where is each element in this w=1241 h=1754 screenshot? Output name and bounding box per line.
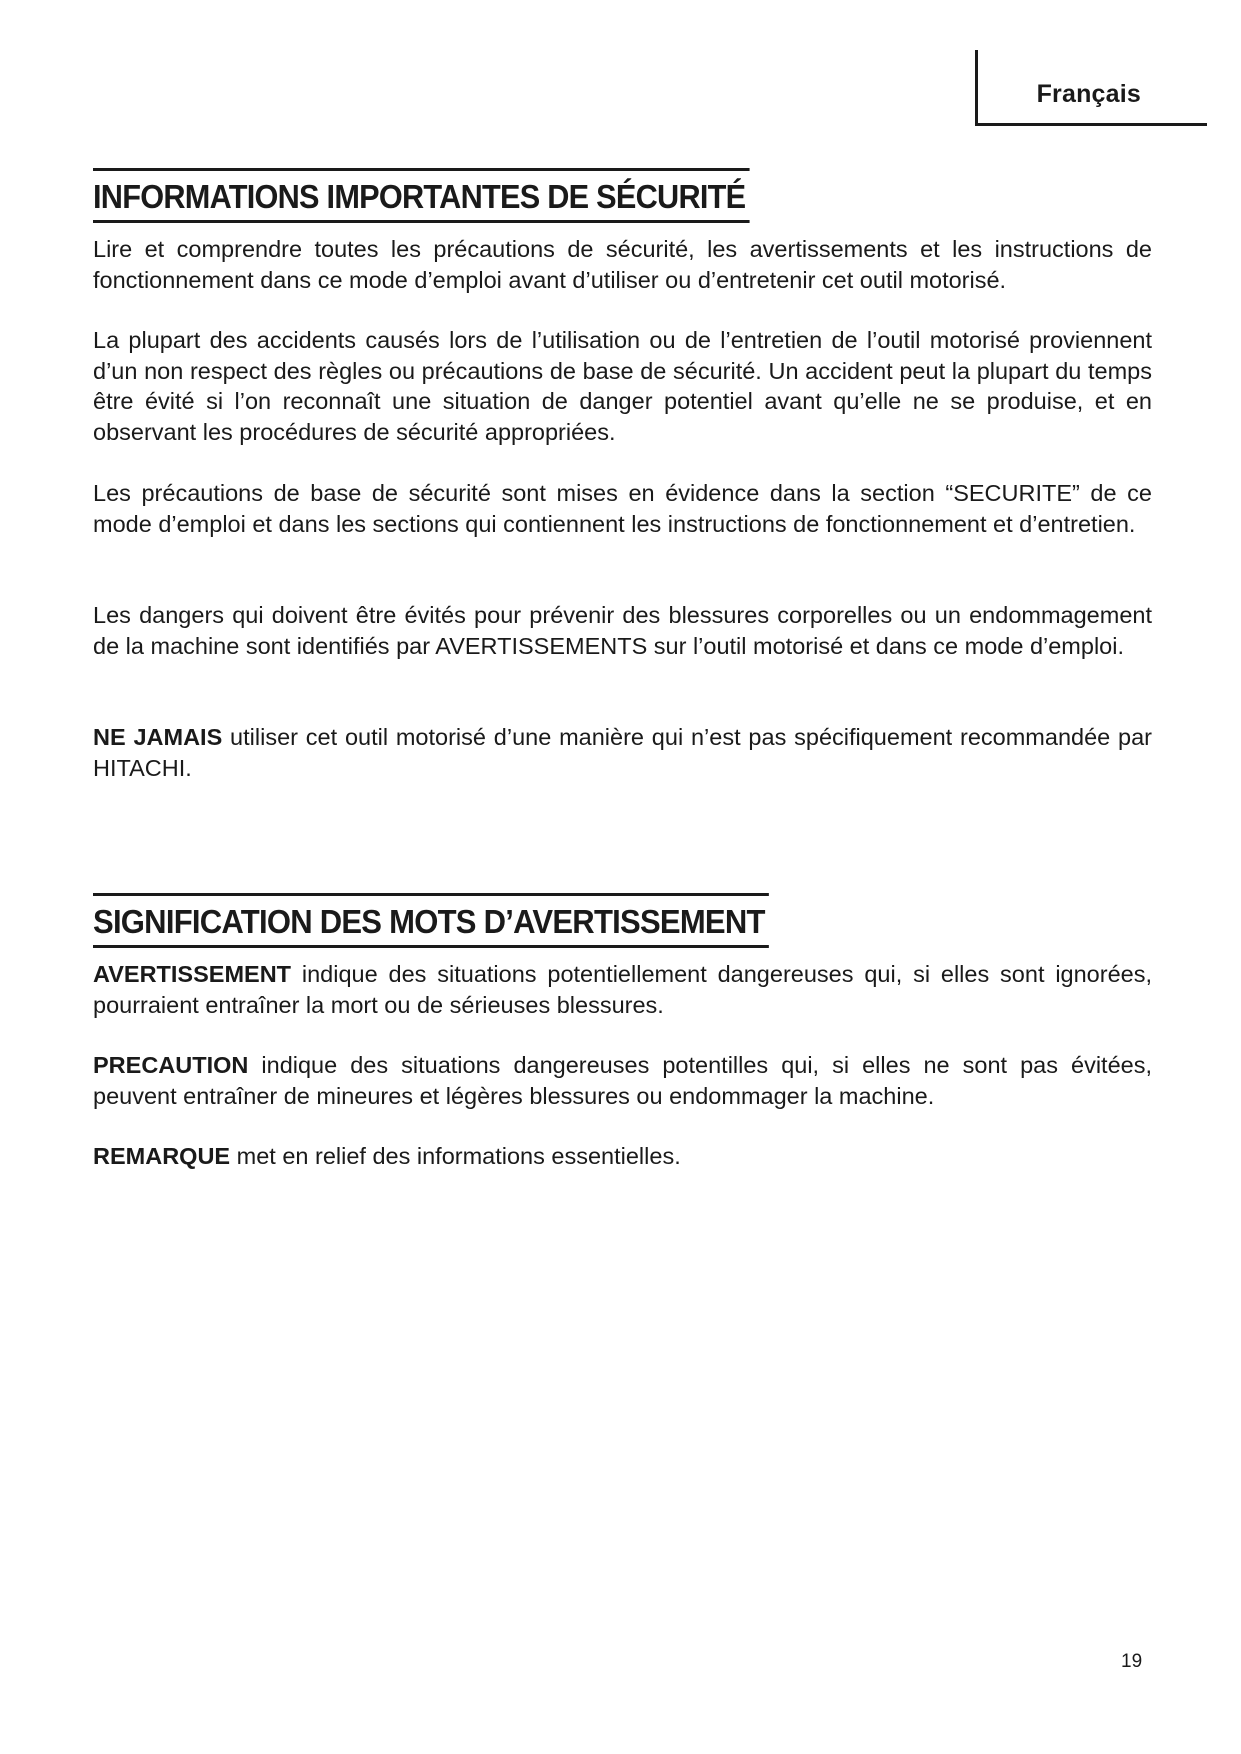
paragraph-never-use: NE JAMAIS utiliser cet outil motorisé d’une manière qui n’est pas spécifiquement recommandée par HITACHI. bbox=[93, 724, 1152, 781]
paragraph-note: REMARQUE met en relief des informations essentielles. bbox=[93, 1143, 681, 1169]
paragraph-accidents: La plupart des accidents causés lors de l’utilisation ou de l’entretien de l’outil motorisé proviennent d’un non respect des règles ou précautions de base de sécurité. Un accident peut la plupart du temps être évité si l’on reconnaît une situation de danger potentiel avant qu’elle ne se produise, et en observant les procédures de sécurité appropriées. bbox=[93, 327, 1152, 445]
language-label: Français bbox=[1036, 80, 1141, 108]
language-tab bbox=[975, 50, 1207, 126]
paragraph-lead-never: NE JAMAIS bbox=[93, 724, 223, 750]
section-title-warning-words: SIGNIFICATION DES MOTS D’AVERTISSEMENT bbox=[93, 893, 768, 948]
paragraph-read-instructions: Lire et comprendre toutes les précautions de sécurité, les avertissements et les instructions de fonctionnement dans ce mode d’emploi avant d’utiliser ou d’entretenir cet outil motorisé. bbox=[93, 236, 1152, 293]
paragraph-lead-warning: AVERTISSEMENT bbox=[93, 961, 292, 987]
page-number: 19 bbox=[1121, 1651, 1143, 1672]
paragraph-lead-note: REMARQUE bbox=[93, 1143, 231, 1169]
section-title-safety-information: INFORMATIONS IMPORTANTES DE SÉCURITÉ bbox=[93, 168, 749, 223]
paragraph-lead-caution: PRECAUTION bbox=[93, 1052, 249, 1078]
paragraph-warning: AVERTISSEMENT indique des situations potentiellement dangereuses qui, si elles sont ignorées, pourraient entraîner la mort ou de sérieuses blessures. bbox=[93, 961, 1152, 1018]
paragraph-basic-precautions: Les précautions de base de sécurité sont mises en évidence dans la section “SECURITE” de ce mode d’emploi et dans les sections qui contiennent les instructions de fonctionnement et d’entretien. bbox=[93, 480, 1152, 537]
paragraph-dangers: Les dangers qui doivent être évités pour prévenir des blessures corporelles ou un endommagement de la machine sont identifiés par AVERTISSEMENTS sur l’outil motorisé et dans ce mode d’emploi. bbox=[93, 602, 1152, 659]
paragraph-caution: PRECAUTION indique des situations dangereuses potentilles qui, si elles ne sont pas évitées, peuvent entraîner de mineures et légères blessures ou endommager la machine. bbox=[93, 1052, 1152, 1109]
